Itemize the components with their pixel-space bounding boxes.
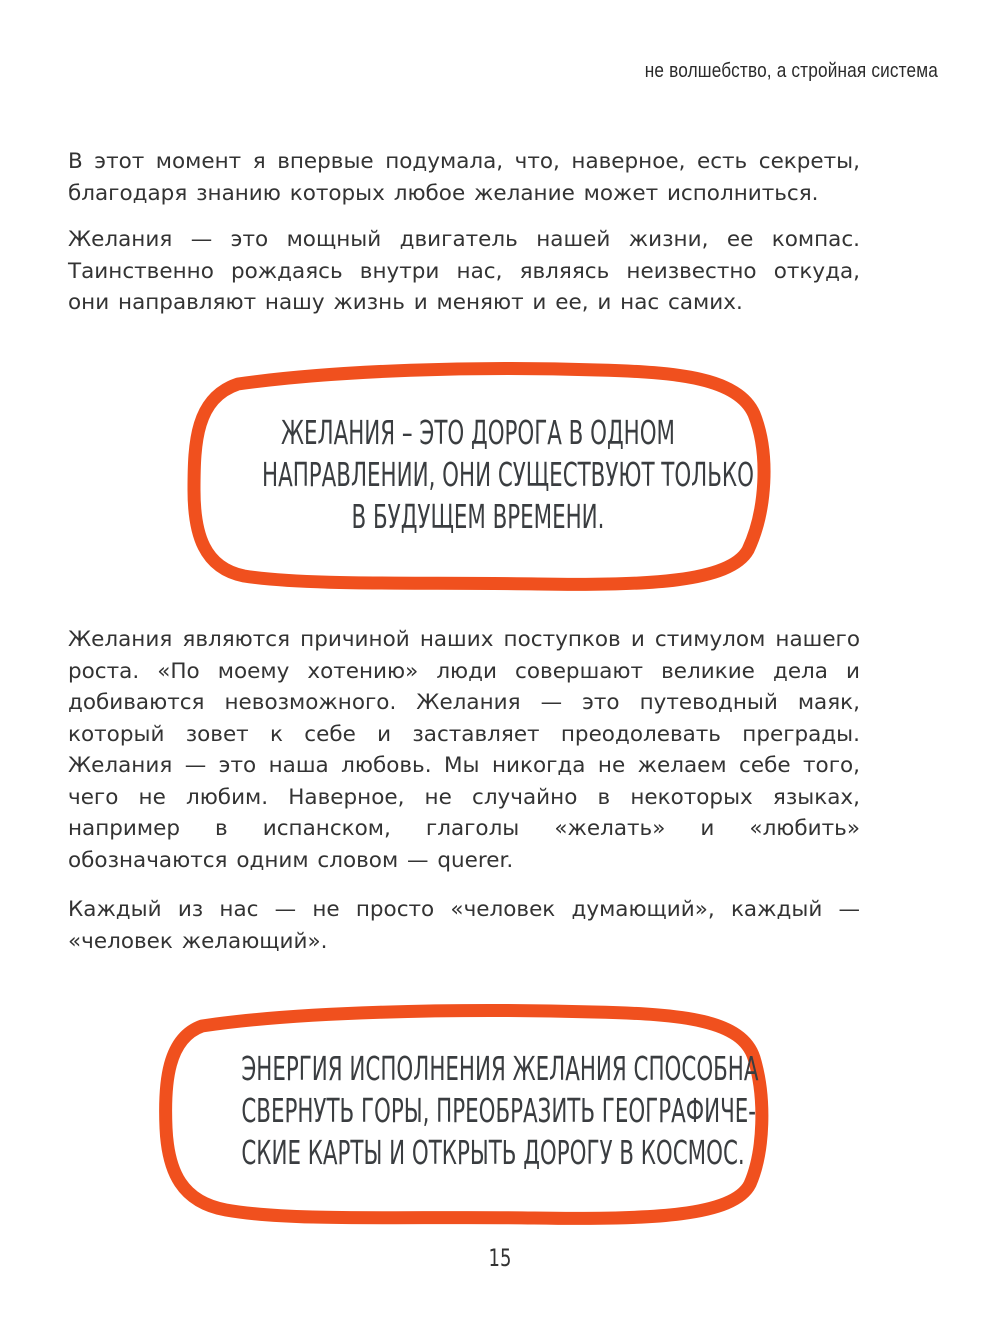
running-header: не волшебство, а стройная система	[644, 60, 938, 82]
page-number: 15	[488, 1244, 512, 1272]
paragraph-4: Каждый из нас — не просто «человек думающий», каждый — «человек желающий».	[68, 897, 860, 954]
paragraph-3: Желания являются причиной наших поступков и стимулом нашего роста. «По моему хотению» люди совершают великие дела и добиваются невозможного. Желания — это путеводный маяк, который зовет к себе и заставляет преодолевать преграды. Желания — это наша любовь. Мы никогда не желаем себе того, чего не любим. Наверное, не случайно в некоторых языках, например в испанском, глаголы «желать» и «любить» обозначаются одним словом — querer.	[68, 627, 860, 873]
callout-text-1	[262, 412, 754, 538]
callout-1-line-3: В БУДУЩЕМ ВРЕМЕНИ.	[351, 497, 605, 536]
callout-box-2	[154, 1002, 778, 1230]
callout-1-line-2: НАПРАВЛЕНИИ, ОНИ СУЩЕСТВУЮТ ТОЛЬКО	[262, 455, 754, 494]
paragraph-2: Желания — это мощный двигатель нашей жизни, ее компас. Таинственно рождаясь внутри нас, являясь неизвестно откуда, они направляют нашу жизнь и меняют и ее, и нас самих.	[68, 227, 860, 315]
callout-text-2	[241, 1048, 759, 1174]
callout-2-line-2: СВЕРНУТЬ ГОРЫ, ПРЕОБРАЗИТЬ ГЕОГРАФИЧЕ-	[241, 1091, 756, 1130]
callout-2-line-3: СКИЕ КАРТЫ И ОТКРЫТЬ ДОРОГУ В КОСМОС.	[241, 1133, 745, 1172]
callout-1-line-1: ЖЕЛАНИЯ – ЭТО ДОРОГА В ОДНОМ	[280, 413, 676, 452]
callout-2-line-1: ЭНЕРГИЯ ИСПОЛНЕНИЯ ЖЕЛАНИЯ СПОСОБНА	[241, 1049, 759, 1088]
callout-box-1	[178, 362, 778, 594]
paragraph-1: В этот момент я впервые подумала, что, наверное, есть секреты, благодаря знанию которых любое желание может исполниться.	[68, 149, 860, 206]
